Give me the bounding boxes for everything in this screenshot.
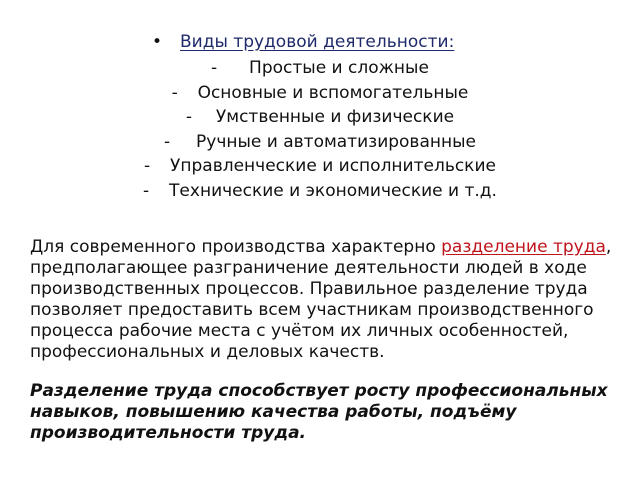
list-item [0, 130, 640, 155]
dash-icon: - [143, 180, 150, 201]
heading-line [152, 31, 454, 53]
list-item-label: Умственные и физические [215, 107, 455, 127]
list-item-label: Ручные и автоматизированные [196, 131, 476, 152]
list-item [0, 179, 640, 204]
list-item [0, 105, 640, 130]
bullet-icon: • [152, 32, 163, 52]
list-item [0, 56, 640, 81]
paragraph-text-before: Для современного производства характерно [30, 237, 442, 257]
list-item [0, 154, 640, 179]
activity-types-list [0, 56, 640, 203]
body-paragraph [30, 237, 620, 363]
dash-icon: - [164, 131, 171, 152]
dash-icon: - [144, 156, 151, 176]
division-of-labor-link[interactable]: разделение труда [441, 237, 606, 257]
list-item-label: Технические и экономические и т.д. [169, 180, 497, 201]
heading-title-link[interactable]: Виды трудовой деятельности: [180, 32, 455, 52]
dash-icon: - [211, 58, 218, 78]
paragraph-text-after: , предполагающее разграничение деятельности людей в ходе производственных процессов. Правильное разделение труда позволяет предоставить всем участникам производственного процесса рабочие места с учётом их личных особенностей, профессиональных и деловых качеств. [30, 237, 612, 362]
list-item-label: Основные и вспомогательные [197, 82, 469, 103]
list-item-label: Простые и сложные [249, 58, 429, 78]
list-item [0, 81, 640, 106]
dash-icon: - [185, 107, 193, 127]
dash-icon: - [171, 82, 178, 103]
list-item-label: Управленческие и исполнительские [170, 156, 496, 176]
conclusion-text: Разделение труда способствует росту профессиональных навыков, повышению качества работы, подъёму производительности труда. [30, 381, 608, 443]
